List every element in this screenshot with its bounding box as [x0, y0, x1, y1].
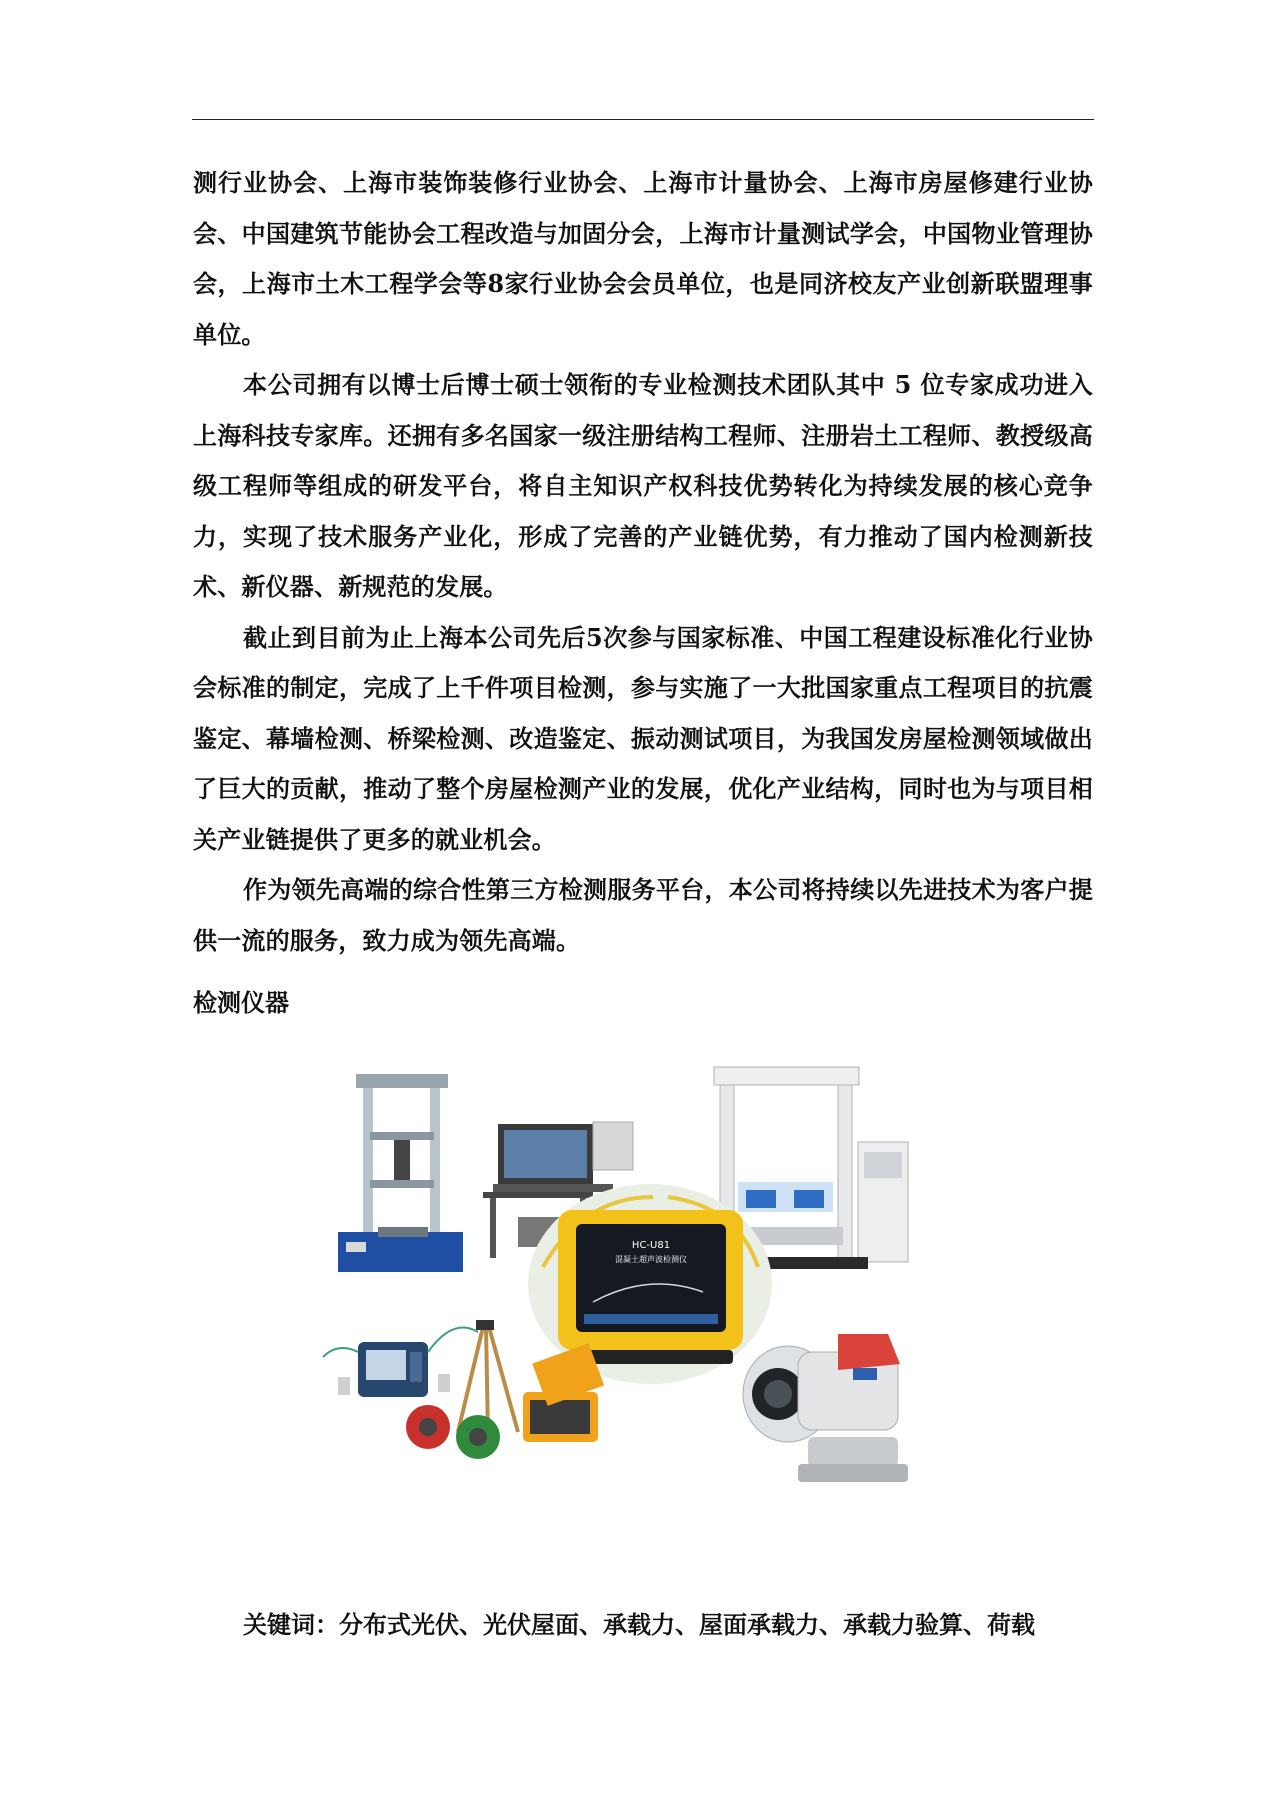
keywords-line: 关键词：分布式光伏、光伏屋面、承载力、屋面承载力、承载力验算、荷载 — [243, 1610, 1035, 1639]
paragraph-2: 本公司拥有以博士后博士硕士领衔的专业检测技术团队其中 5 位专家成功进入上海科技专家库。还拥有多名国家一级注册结构工程师、注册岩土工程师、教授级高级工程师等组成的研发平台，将自主知识产权科技优势转化为持续发展的核心竞争力，实现了技术服务产业化，形成了完善的产业链优势，有力推动了国内检测新技术、新仪器、新规范的发展。 — [193, 370, 1093, 601]
instruments-figure — [318, 1052, 1018, 1552]
testing-machine-illustration — [338, 1074, 463, 1272]
header-rule — [192, 119, 1094, 120]
section-title: 检测仪器 — [193, 988, 289, 1017]
paragraph-3: 截止到目前为止上海本公司先后5次参与国家标准、中国工程建设标准化行业协会标准的制定，完成了上千件项目检测，参与实施了一大批国家重点工程项目的抗震鉴定、幕墙检测、桥梁检测、改造鉴定、振动测试项目，为我国发房屋检测领域做出了巨大的贡献，推动了整个房屋检测产业的发展，优化产业结构，同时也为与项目相关产业链提供了更多的就业机会。 — [193, 622, 1093, 854]
device-name-label: 混凝土超声波检测仪 — [615, 1255, 687, 1264]
device-model-label: HC-U81 — [631, 1240, 671, 1251]
paragraph-1: 测行业协会、上海市装饰装修行业协会、上海市计量协会、上海市房屋修建行业协会、中国建筑节能协会工程改造与加固分会，上海市计量测试学会，中国物业管理协会，上海市土木工程学会等8家行业协会会员单位，也是同济校友产业创新联盟理事单位。 — [193, 168, 1093, 349]
pile-tester-illustration — [323, 1328, 478, 1398]
paragraph-4: 作为领先高端的综合性第三方检测服务平台，本公司将持续以先进技术为客户提供一流的服务，致力成为领先高端。 — [193, 875, 1093, 955]
auto-level-illustration — [743, 1334, 908, 1482]
body-text — [193, 158, 1093, 966]
